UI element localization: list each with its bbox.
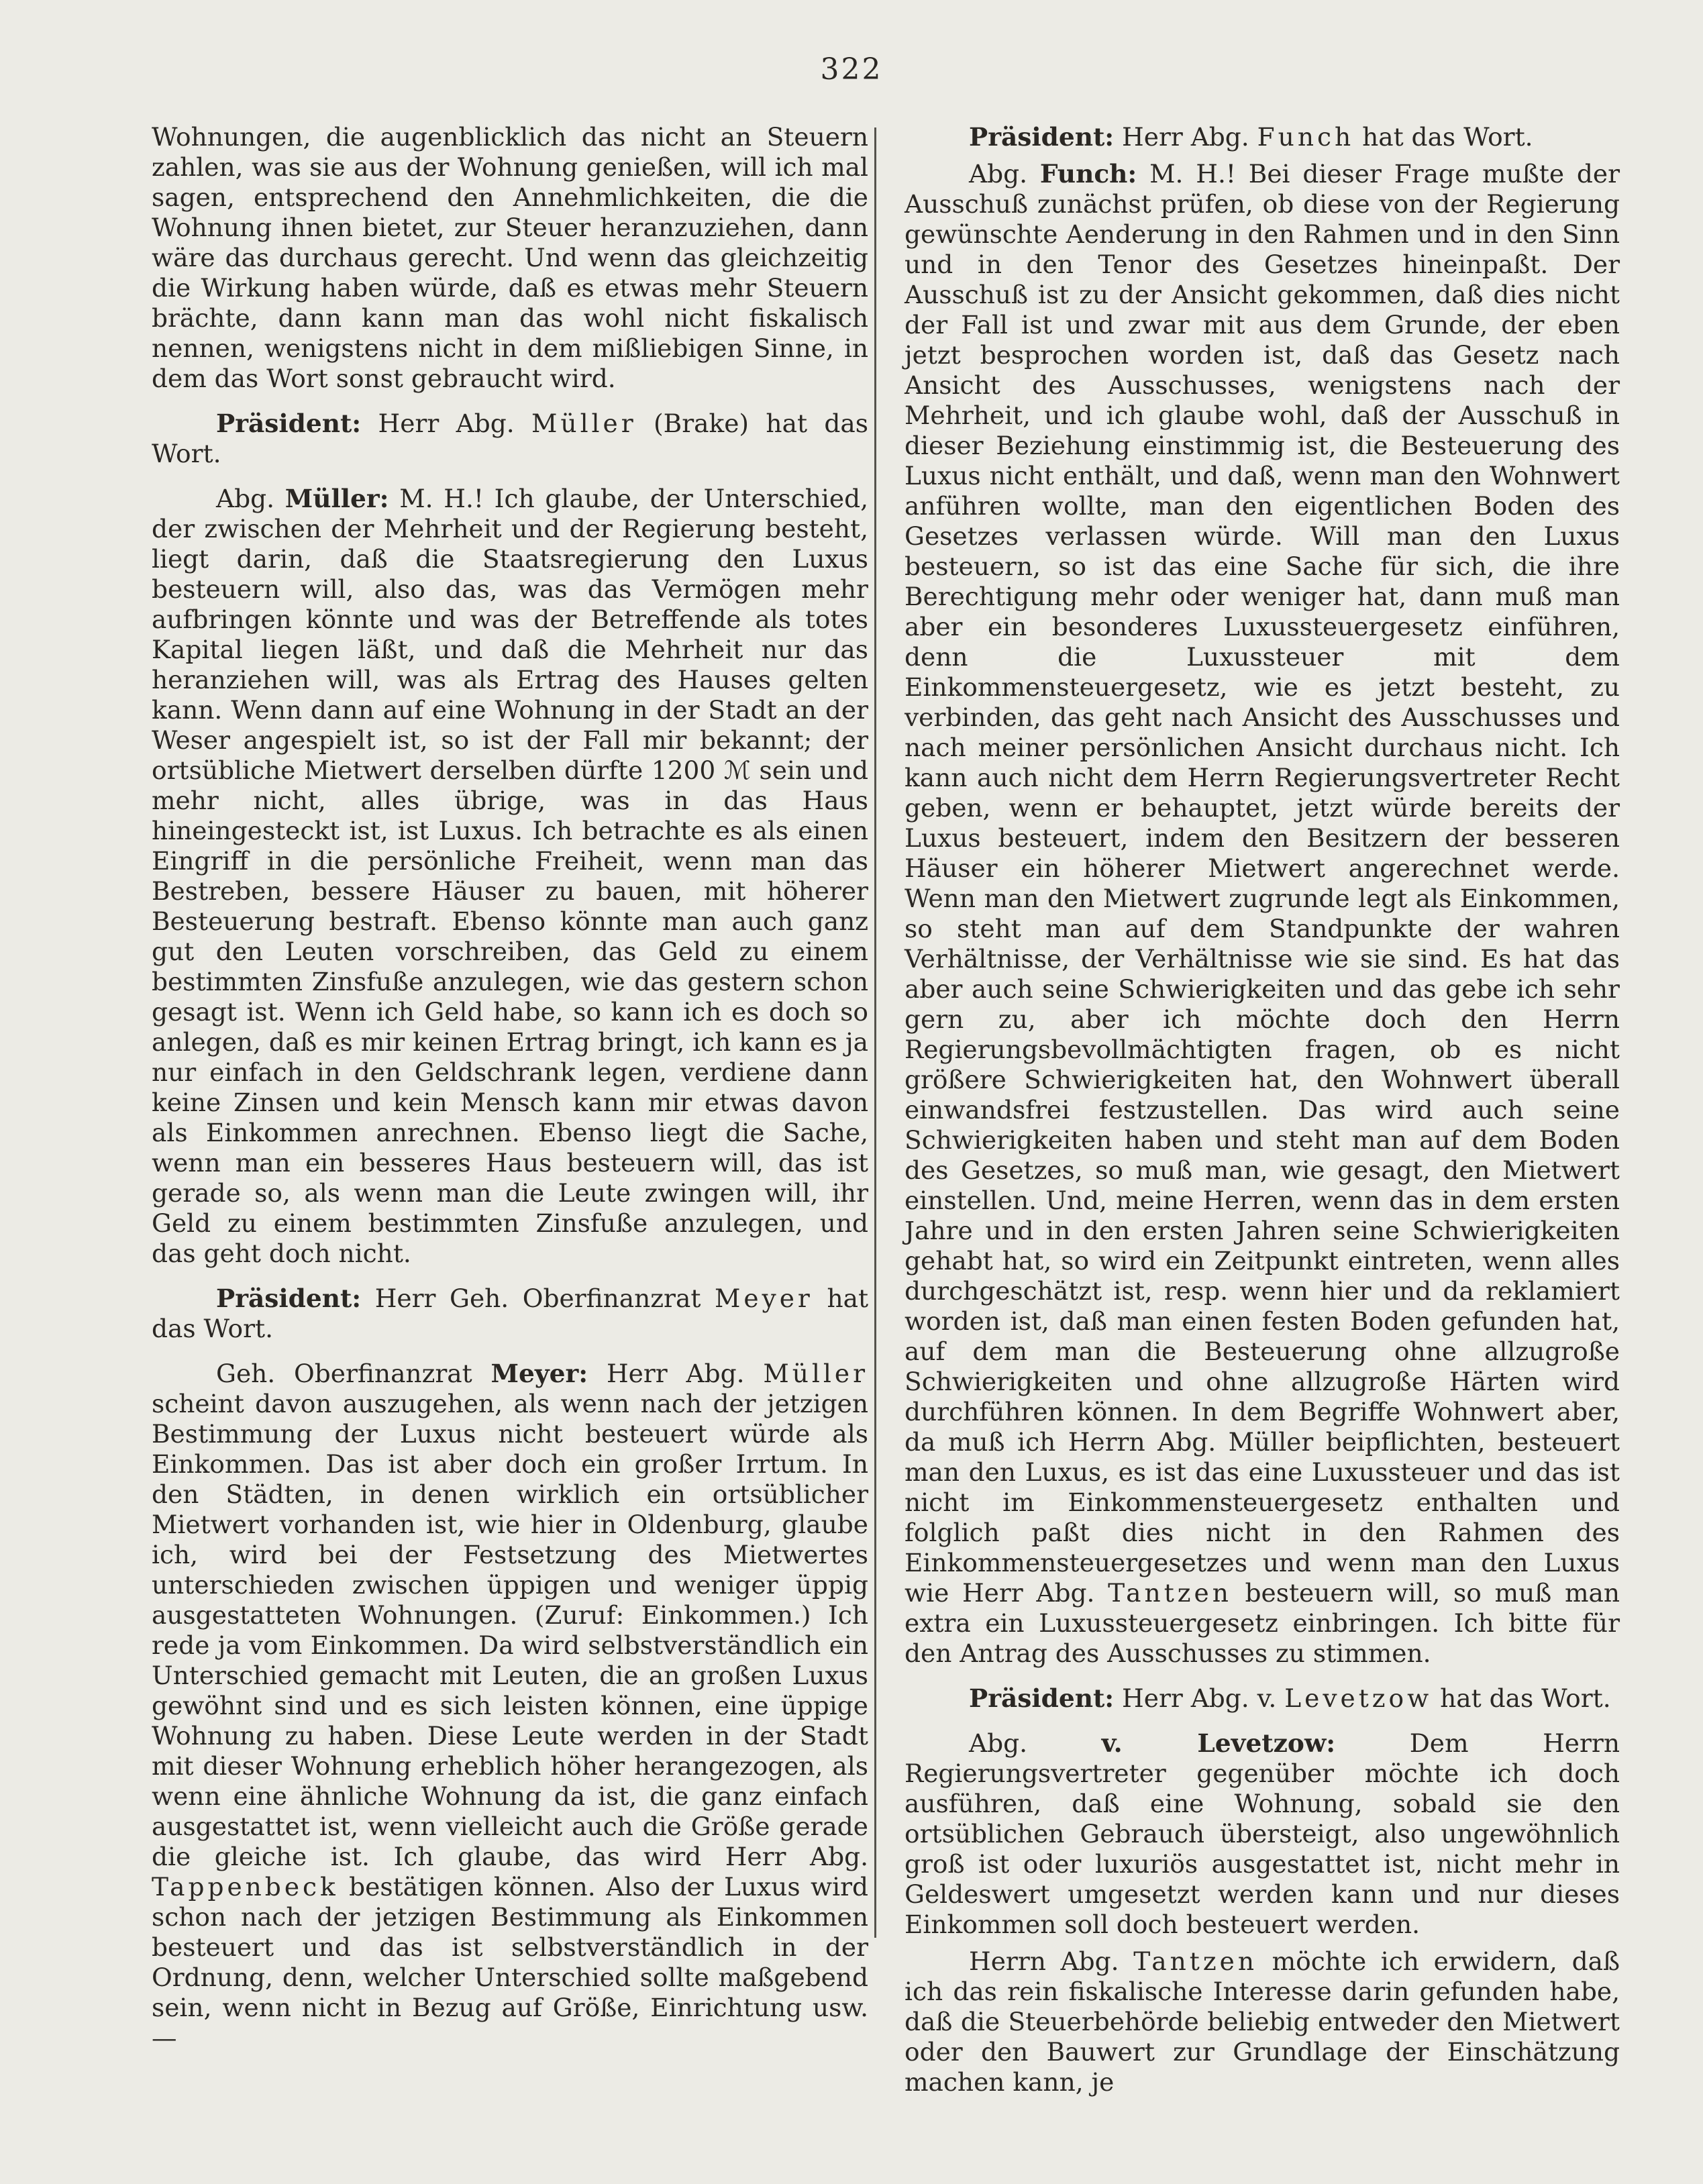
paragraph-mueller-speech: Abg. Müller: M. H.! Ich glaube, der Unterschied, der zwischen der Mehrheit und der Regierung besteht, liegt darin, daß die Staatsregierung den Luxus besteuern will, also das, was das Vermögen mehr aufbringen könnte und was der Betreffende als totes Kapital liegen läßt, und daß die Mehrheit nur das heranziehen will, was als Ertrag des Hauses gelten kann. Wenn dann auf eine Wohnung in der Stadt an der Weser angespielt ist, so ist der Fall mir bekannt; der ortsübliche Mietwert derselben dürfte 1200 ℳ sein und mehr nicht, alles übrige, was in das Haus hineingesteckt ist, ist Luxus. Ich betrachte es als einen Eingriff in die persönliche Freiheit, wenn man das Bestreben, bessere Häuser zu bauen, mit höherer Besteuerung bestraft. Ebenso könnte man auch ganz gut den Leuten vorschreiben, das Geld zu einem bestimmten Zinsfuße anzulegen, wie das gestern schon gesagt ist. Wenn ich Geld habe, so kann ich es doch so anlegen, daß es mir keinen Ertrag bringt, ich kann es ja nur einfach in den Geldschrank legen, verdiene dann keine Zinsen und kein Mensch kann mir etwas davon als Einkommen anrechnen. Ebenso liegt die Sache, wenn man ein besseres Haus besteuern will, das ist gerade so, als wenn man die Leute zwingen will, ihr Geld zu einem bestimmten Zinsfuße anzulegen, und das geht doch nicht. — [152, 484, 869, 1268]
column-divider — [874, 127, 876, 1938]
speaker-label: Müller: — [285, 484, 389, 513]
speaker-name: Tantzen — [1133, 1946, 1257, 1976]
speaker-name: Meyer — [714, 1284, 813, 1313]
speaker-label: Präsident: — [969, 1683, 1115, 1713]
paragraph-president-levetzow: Präsident: Herr Abg. v. Levetzow hat das Wort. — [969, 1683, 1611, 1713]
speaker-name: Müller — [1228, 1427, 1314, 1457]
speaker-label: Funch: — [1039, 159, 1137, 189]
page-number: 322 — [820, 52, 883, 87]
speaker-name: Müller — [763, 1359, 869, 1388]
speaker-name: Funch — [1257, 122, 1355, 152]
speaker-label: v. Levetzow: — [1101, 1728, 1336, 1758]
paragraph-levetzow-continued: Herrn Abg. Tantzen möchte ich erwidern, daß ich das rein fiskalische Interesse darin gefunden habe, daß die Steuerbehörde beliebig entweder den Mietwert oder den Bauwert zur Grundlage der Einschätzung machen kann, je — [905, 1946, 1620, 2097]
speaker-label: Meyer: — [491, 1359, 588, 1388]
paragraph-levetzow-speech: Abg. v. Levetzow: Dem Herrn Regierungsvertreter gegenüber möchte ich doch ausführen, daß eine Wohnung, sobald sie den ortsüblichen Gebrauch übersteigt, also ungewöhnlich groß ist oder luxuriös ausgestattet ist, nicht mehr in Geldeswert umgesetzt werden kann und nur dieses Einkommen soll doch besteuert werden. — [905, 1728, 1620, 1939]
paragraph-president-meyer: Präsident: Herr Geh. Oberfinanzrat Meyer hat das Wort. — [152, 1284, 869, 1343]
paragraph-president-mueller: Präsident: Herr Abg. Müller (Brake) hat das Wort. — [152, 409, 868, 468]
speaker-label: Präsident: — [216, 409, 362, 438]
right-column — [905, 122, 1620, 2097]
paragraph-president-funch: Präsident: Herr Abg. Funch hat das Wort. — [969, 122, 1533, 152]
speaker-name: Tappenbeck — [152, 1872, 339, 1902]
left-column — [152, 122, 868, 2053]
paragraph-funch-speech: Abg. Funch: M. H.! Bei dieser Frage mußte der Ausschuß zunächst prüfen, ob diese von der Regierung gewünschte Aenderung in den Rahmen und in den Sinn und in den Tenor des Gesetzes hineinpaßt. Der Ausschuß ist zu der Ansicht gekommen, daß dies nicht der Fall ist und zwar mit aus dem Grunde, der eben jetzt besprochen worden ist, daß das Gesetz nach Ansicht des Ausschusses, wenigstens nach der Mehrheit, und ich glaube wohl, daß der Ausschuß in dieser Beziehung einstimmig ist, die Besteuerung des Luxus nicht enthält, und daß, wenn man den Wohnwert anführen wollte, man den eigentlichen Boden des Gesetzes verlassen würde. Will man den Luxus besteuern, so ist das eine Sache für sich, die ihre Berechtigung mehr oder weniger hat, dann muß man aber ein besonderes Luxussteuergesetz einführen, denn die Luxussteuer mit dem Einkommensteuergesetz, wie es jetzt besteht, zu verbinden, das geht nach Ansicht des Ausschusses und nach meiner persönlichen Ansicht durchaus nicht. Ich kann auch nicht dem Herrn Regierungsvertreter Recht geben, wenn er behauptet, jetzt würde bereits der Luxus besteuert, indem den Besitzern der besseren Häuser ein höherer Mietwert angerechnet werde. Wenn man den Mietwert zugrunde legt als Einkommen, so steht man auf dem Standpunkte der wahren Verhältnisse, der Verhältnisse wie sie sind. Es hat das aber auch seine Schwierigkeiten und das gebe ich sehr gern zu, aber ich möchte doch den Herrn Regierungsbevollmächtigten fragen, ob es nicht größere Schwierigkeiten hat, den Wohnwert überall einwandsfrei festzustellen. Das wird auch seine Schwierigkeiten haben und steht man auf dem Boden des Gesetzes, so muß man, wie gesagt, den Mietwert einstellen. Und, meine Herren, wenn das in dem ersten Jahre und in den ersten Jahren seine Schwierigkeiten gehabt hat, so wird ein Zeitpunkt eintreten, wenn alles durchgeschätzt ist, resp. wenn hier und da reklamiert worden ist, daß man einen festen Boden gefunden hat, auf dem man die Besteuerung ohne allzugroße Schwierigkeiten und ohne allzugroße Härten wird durchführen können. In dem Begriffe Wohnwert aber, da muß ich Herrn Abg. Müller beipflichten, besteuert man den Luxus, es ist das eine Luxussteuer und das ist nicht im Einkommensteuergesetz enthalten und folglich paßt dies nicht in den Rahmen des Einkommensteuergesetzes und wenn man den Luxus wie Herr Abg. Tantzen besteuern will, so muß man extra ein Luxussteuergesetz einbringen. Ich bitte für den Antrag des Ausschusses zu stimmen. — [905, 159, 1620, 1668]
speaker-name: Müller — [531, 409, 637, 438]
speaker-label: Präsident: — [216, 1284, 362, 1313]
speaker-name: Levetzow — [1284, 1683, 1433, 1713]
speaker-name: Tantzen — [1108, 1578, 1232, 1608]
paragraph-meyer-speech: Geh. Oberfinanzrat Meyer: Herr Abg. Müller scheint davon auszugehen, als wenn nach der jetzigen Bestimmung der Luxus nicht besteuert würde als Einkommen. Das ist aber doch ein großer Irrtum. In den Städten, in denen wirklich ein ortsüblicher Mietwert vorhanden ist, wie hier in Oldenburg, glaube ich, wird bei der Festsetzung des Mietwertes unterschieden zwischen üppigen und weniger üppig ausgestatteten Wohnungen. (Zuruf: Einkommen.) Ich rede ja vom Einkommen. Da wird selbstverständlich ein Unterschied gemacht mit Leuten, die an großen Luxus gewöhnt sind und es sich leisten können, eine üppige Wohnung zu haben. Diese Leute werden in der Stadt mit dieser Wohnung erheblich höher herangezogen, als wenn eine ähnliche Wohnung da ist, die ganz einfach ausgestattet ist, wenn vielleicht auch die Größe gerade die gleiche ist. Ich glaube, das wird Herr Abg. Tappenbeck bestätigen können. Also der Luxus wird schon nach der jetzigen Bestimmung als Einkommen besteuert und das ist selbstverständlich in der Ordnung, denn, welcher Unterschied sollte maßgebend sein, wenn nicht in Bezug auf Größe, Einrichtung usw. — — [152, 1359, 869, 2052]
paragraph-continuation: Wohnungen, die augenblicklich das nicht an Steuern zahlen, was sie aus der Wohnung genießen, will ich mal sagen, entsprechend den Annehmlichkeiten, die die Wohnung ihnen bietet, zur Steuer heranzuziehen, dann wäre das durchaus gerecht. Und wenn das gleichzeitig die Wirkung haben würde, daß es etwas mehr Steuern brächte, dann kann man das wohl nicht fiskalisch nennen, wenigstens nicht in dem mißliebigen Sinne, in dem das Wort sonst gebraucht wird. — [152, 122, 868, 393]
speaker-label: Präsident: — [969, 122, 1115, 152]
